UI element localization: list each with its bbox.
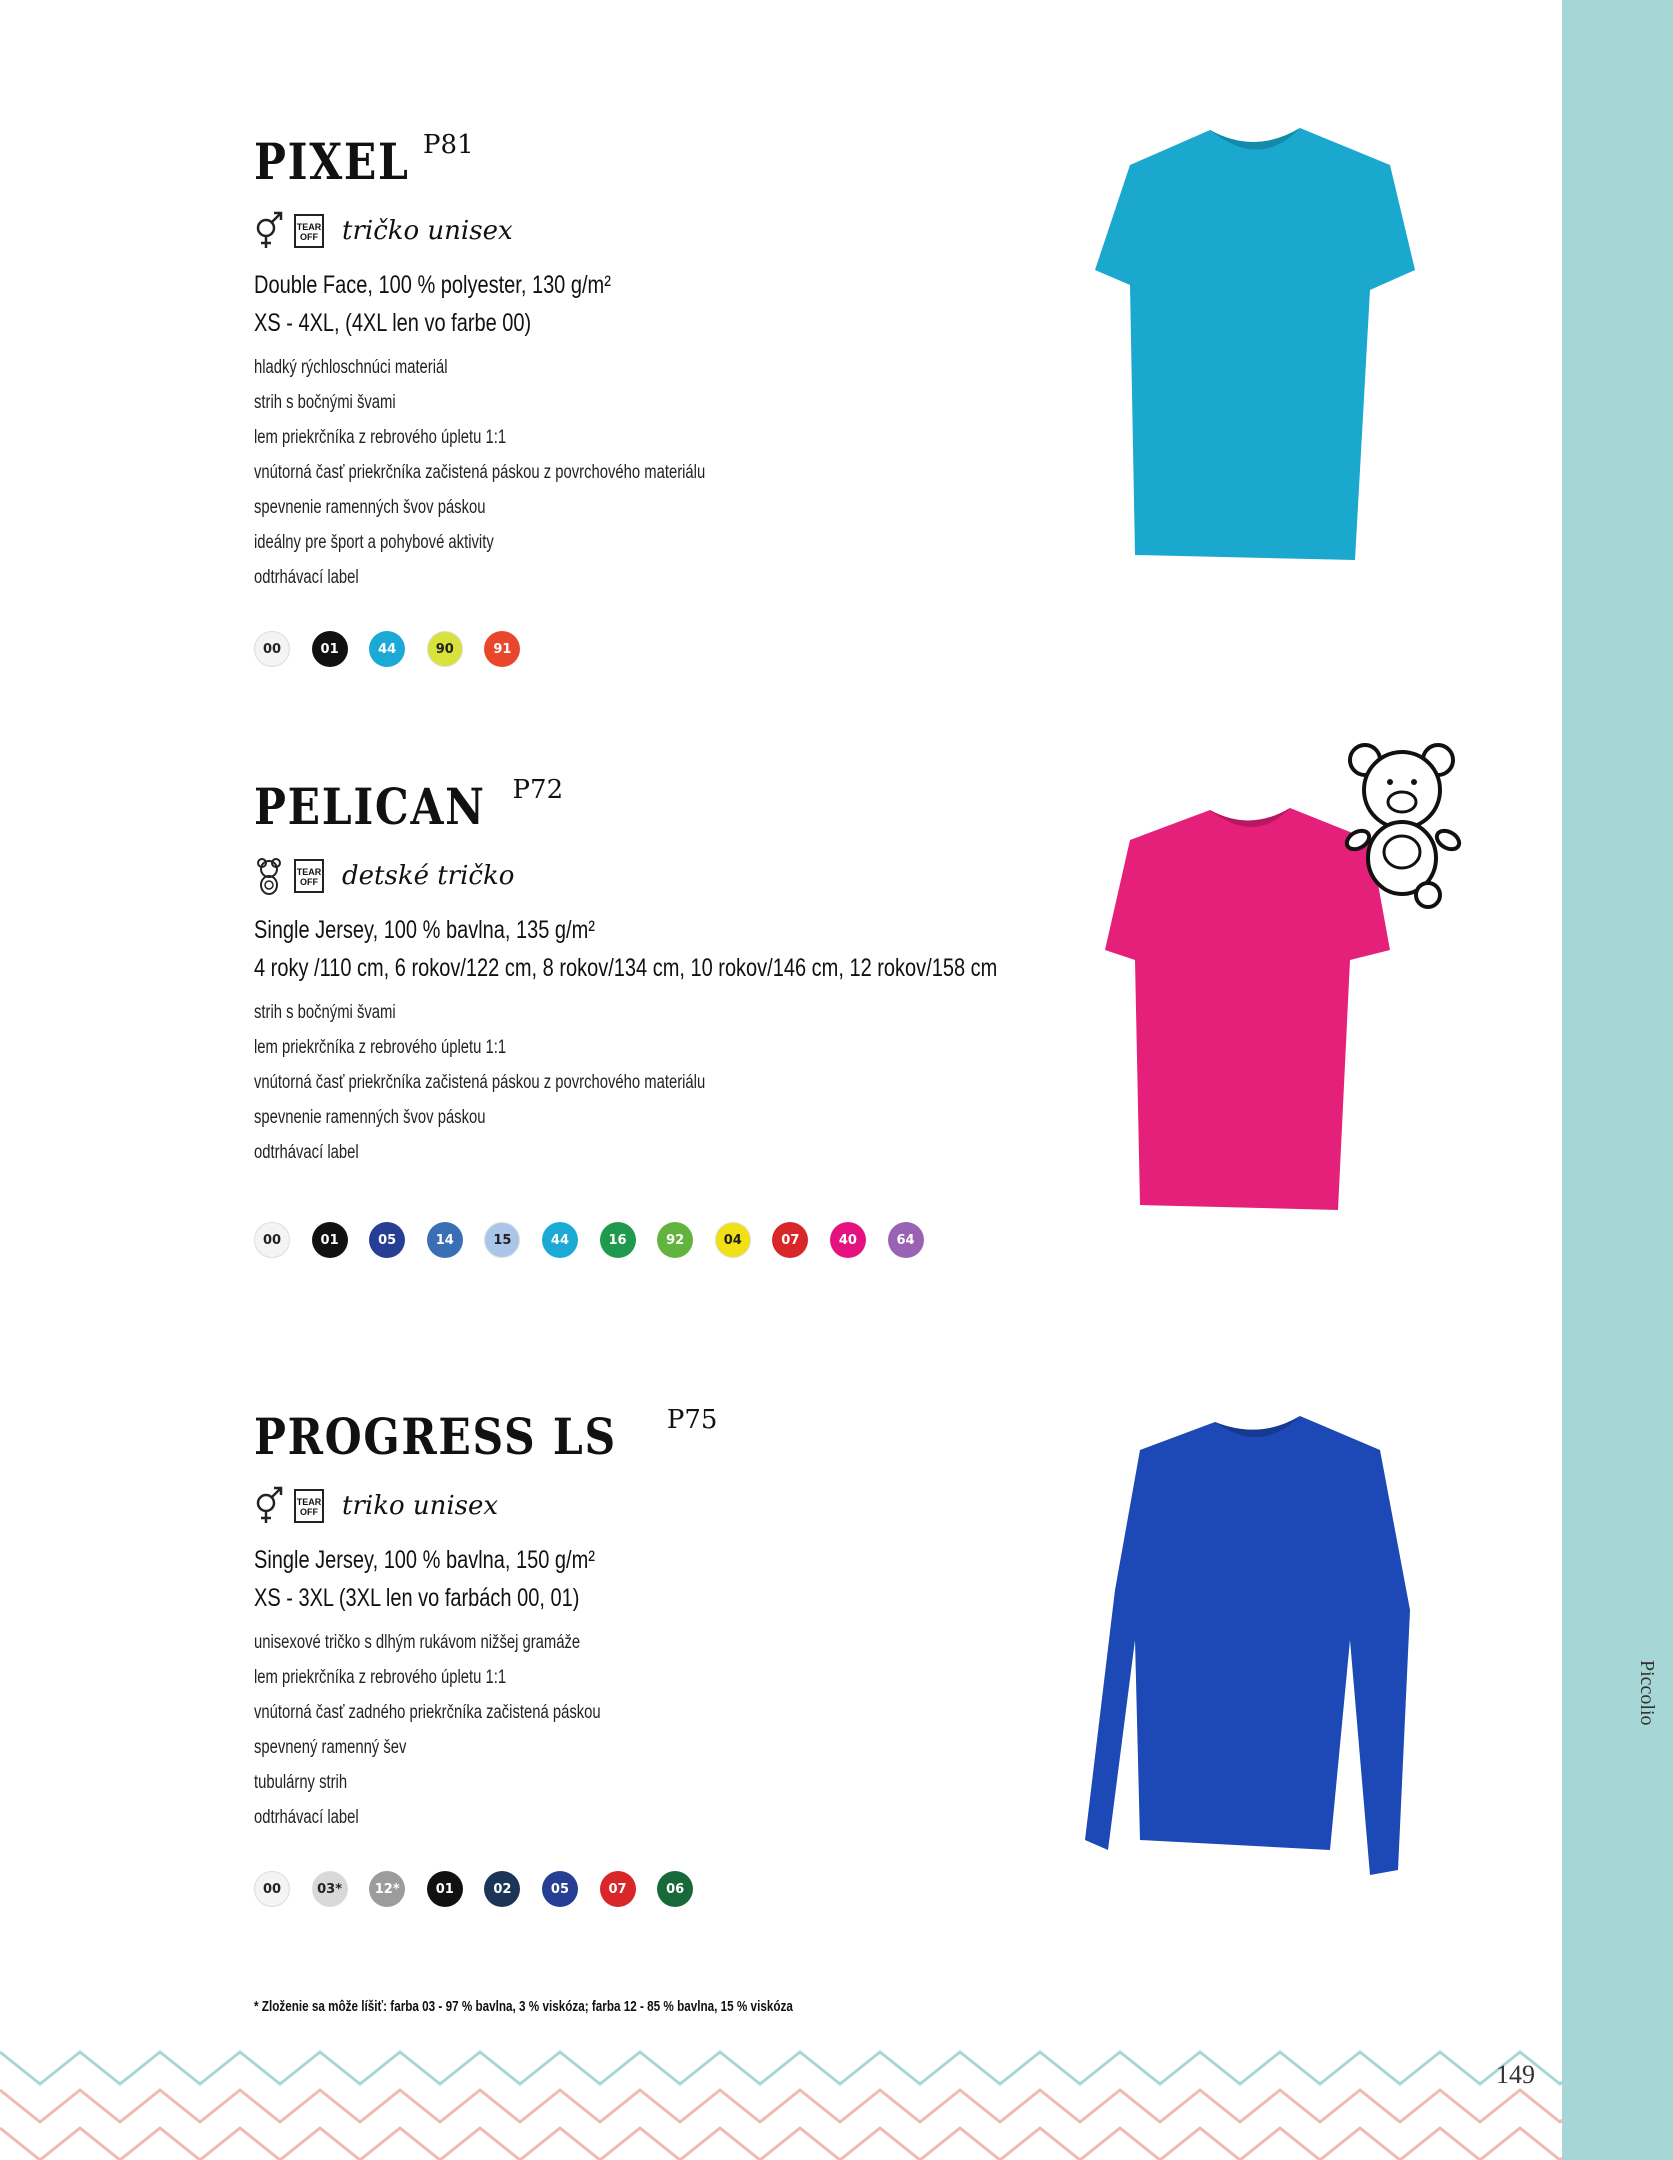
feature-item: lem priekrčníka z rebrového úpletu 1:1 bbox=[254, 1037, 507, 1058]
color-swatch-00: 00 bbox=[254, 1222, 290, 1258]
pixel-tshirt-image bbox=[1090, 120, 1420, 570]
color-swatches bbox=[254, 631, 1114, 667]
color-swatch-90: 90 bbox=[427, 631, 463, 667]
color-swatch-15: 15 bbox=[484, 1222, 520, 1258]
product-title: PELICAN bbox=[254, 777, 486, 836]
feature-item: odtrhávací label bbox=[254, 1142, 359, 1163]
feature-item: tubulárny strih bbox=[254, 1772, 348, 1793]
progress-ls-longsleeve-image bbox=[1080, 1410, 1420, 1880]
feature-item: lem priekrčníka z rebrového úpletu 1:1 bbox=[254, 1667, 507, 1688]
spec-sizes: XS - 4XL, (4XL len vo farbe 00) bbox=[254, 309, 532, 337]
teddy-bear-icon bbox=[1340, 740, 1465, 910]
product-code: P75 bbox=[666, 1405, 718, 1435]
page-number: 149 bbox=[1496, 2060, 1535, 2089]
feature-item: vnútorná časť priekrčníka začistená páskou z povrchového materiálu bbox=[254, 462, 706, 483]
spec-sizes: 4 roky /110 cm, 6 rokov/122 cm, 8 rokov/134 cm, 10 rokov/146 cm, 12 rokov/158 cm bbox=[254, 954, 998, 982]
feature-list bbox=[254, 1625, 1114, 1835]
tear-off-icon: TEAR OFF bbox=[294, 1489, 324, 1523]
feature-list bbox=[254, 350, 1114, 595]
color-swatch-92: 92 bbox=[657, 1222, 693, 1258]
spec-material: Single Jersey, 100 % bavlna, 150 g/m² bbox=[254, 1546, 595, 1574]
zigzag-border bbox=[0, 2040, 1562, 2160]
color-swatch-03: 03* bbox=[312, 1871, 348, 1907]
product-type-label: triko unisex bbox=[342, 1491, 499, 1521]
product-pixel bbox=[254, 130, 1114, 667]
color-swatch-91: 91 bbox=[484, 631, 520, 667]
spec-sizes: XS - 3XL (3XL len vo farbách 00, 01) bbox=[254, 1584, 580, 1612]
feature-list bbox=[254, 995, 1114, 1170]
tear-off-icon: TEAR OFF bbox=[294, 859, 324, 893]
color-swatch-05: 05 bbox=[369, 1222, 405, 1258]
feature-item: vnútorná časť zadného priekrčníka začistená páskou bbox=[254, 1702, 601, 1723]
feature-item: spevnenie ramenných švov páskou bbox=[254, 1107, 486, 1128]
color-swatch-04: 04 bbox=[715, 1222, 751, 1258]
feature-item: lem priekrčníka z rebrového úpletu 1:1 bbox=[254, 427, 507, 448]
product-type-label: detské tričko bbox=[342, 861, 515, 891]
color-swatches bbox=[254, 1871, 1114, 1907]
color-swatch-01: 01 bbox=[312, 631, 348, 667]
side-label: Piccolio bbox=[1636, 1660, 1658, 1726]
color-swatches bbox=[254, 1222, 1114, 1258]
color-swatch-01: 01 bbox=[312, 1222, 348, 1258]
product-code: P81 bbox=[423, 130, 474, 160]
feature-item: spevnenie ramenných švov páskou bbox=[254, 497, 486, 518]
color-swatch-07: 07 bbox=[600, 1871, 636, 1907]
teddy-bear-icon bbox=[254, 855, 284, 897]
color-swatch-07: 07 bbox=[772, 1222, 808, 1258]
product-progress-ls bbox=[254, 1405, 1114, 1907]
color-swatch-02: 02 bbox=[484, 1871, 520, 1907]
color-swatch-00: 00 bbox=[254, 631, 290, 667]
feature-item: vnútorná časť priekrčníka začistená páskou z povrchového materiálu bbox=[254, 1072, 706, 1093]
product-pelican bbox=[254, 775, 1114, 1258]
feature-item: unisexové tričko s dlhým rukávom nižšej gramáže bbox=[254, 1632, 581, 1653]
product-title: PIXEL bbox=[254, 132, 410, 191]
feature-item: strih s bočnými švami bbox=[254, 1002, 396, 1023]
color-swatch-01: 01 bbox=[427, 1871, 463, 1907]
feature-item: ideálny pre šport a pohybové aktivity bbox=[254, 532, 494, 553]
color-swatch-00: 00 bbox=[254, 1871, 290, 1907]
side-band bbox=[1562, 0, 1673, 2160]
color-swatch-16: 16 bbox=[600, 1222, 636, 1258]
spec-material: Single Jersey, 100 % bavlna, 135 g/m² bbox=[254, 916, 595, 944]
tear-off-icon: TEAR OFF bbox=[294, 214, 324, 248]
color-swatch-05: 05 bbox=[542, 1871, 578, 1907]
color-swatch-44: 44 bbox=[542, 1222, 578, 1258]
product-title: PROGRESS LS bbox=[254, 1407, 617, 1466]
footnote: * Zloženie sa môže líšiť: farba 03 - 97 % bavlna, 3 % viskóza; farba 12 - 85 % bavlna, 15 % viskóza bbox=[254, 1998, 793, 2015]
color-swatch-12: 12* bbox=[369, 1871, 405, 1907]
feature-item: odtrhávací label bbox=[254, 1807, 359, 1828]
feature-item: spevnený ramenný šev bbox=[254, 1737, 407, 1758]
color-swatch-40: 40 bbox=[830, 1222, 866, 1258]
unisex-icon bbox=[254, 1485, 284, 1527]
feature-item: hladký rýchloschnúci materiál bbox=[254, 357, 448, 378]
color-swatch-64: 64 bbox=[888, 1222, 924, 1258]
product-type-label: tričko unisex bbox=[342, 216, 513, 246]
product-code: P72 bbox=[512, 775, 564, 805]
feature-item: odtrhávací label bbox=[254, 567, 359, 588]
unisex-icon bbox=[254, 210, 284, 252]
color-swatch-14: 14 bbox=[427, 1222, 463, 1258]
color-swatch-44: 44 bbox=[369, 631, 405, 667]
color-swatch-06: 06 bbox=[657, 1871, 693, 1907]
feature-item: strih s bočnými švami bbox=[254, 392, 396, 413]
spec-material: Double Face, 100 % polyester, 130 g/m² bbox=[254, 271, 611, 299]
